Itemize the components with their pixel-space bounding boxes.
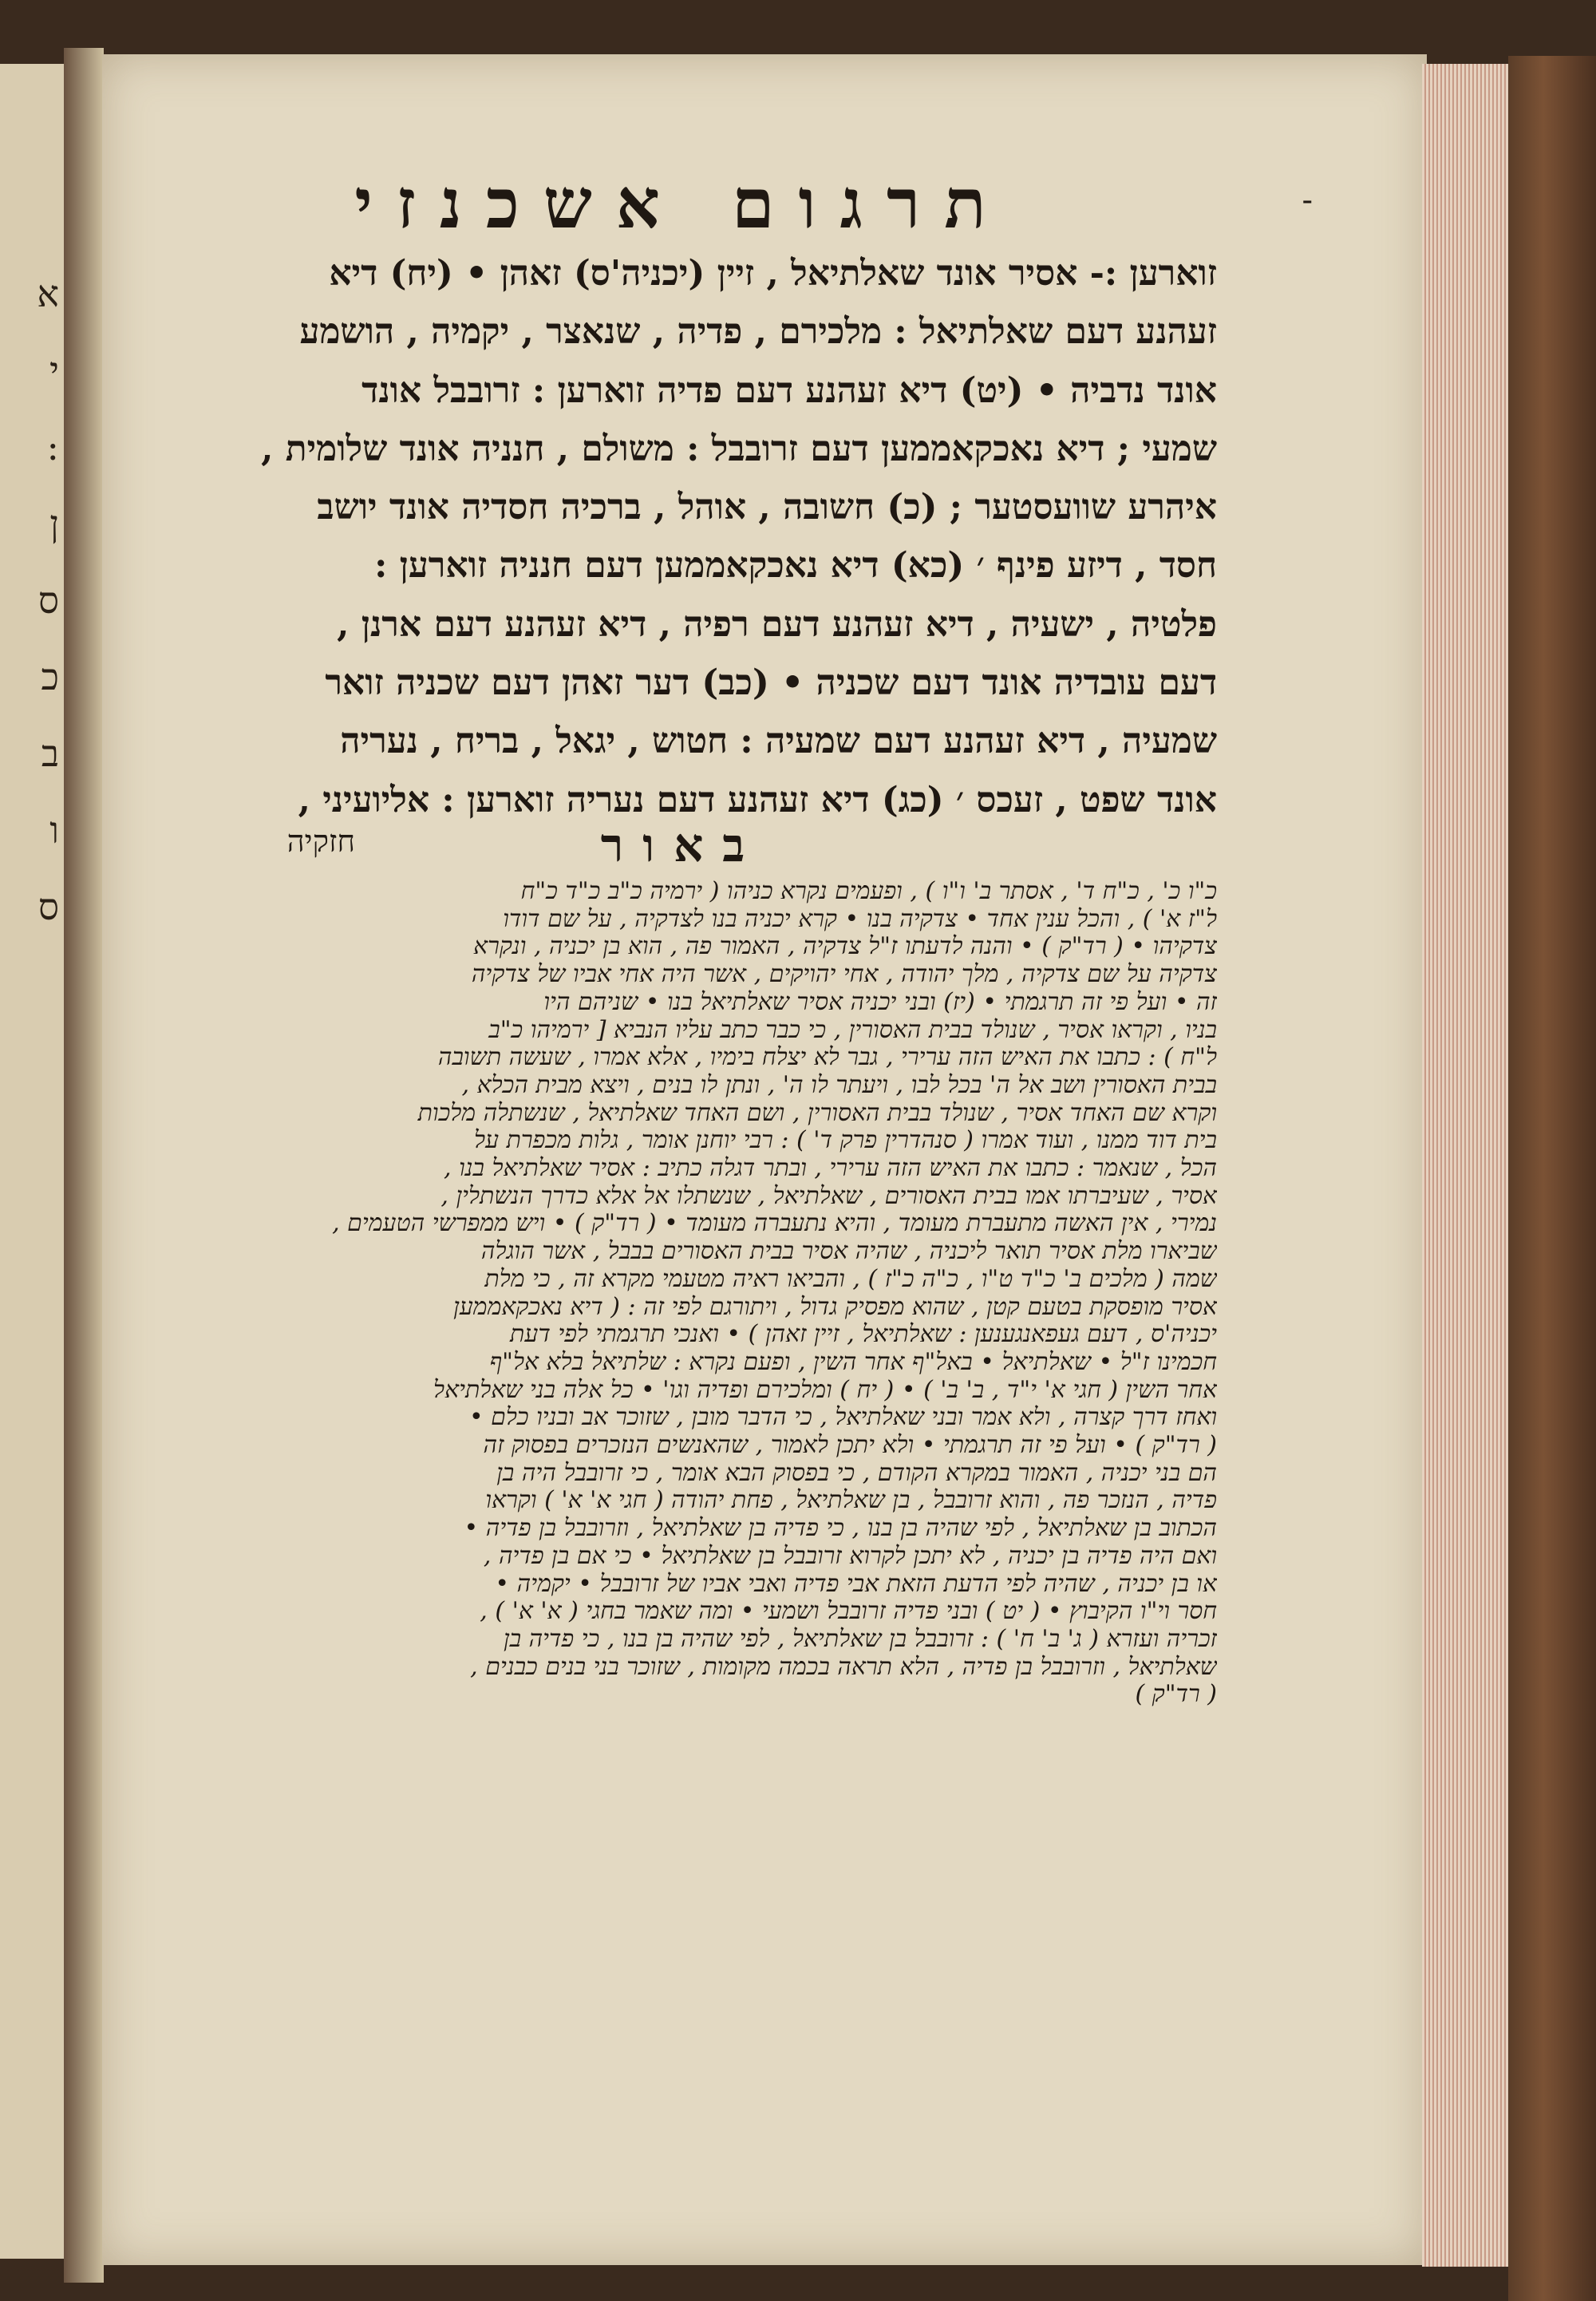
commentary-line: בית דוד ממנו , ועוד אמרו ( סנהדרין פרק ד' ) : רבי יוחנן אומר , גלות מכפרת על	[474, 1127, 1217, 1155]
targum-translation-block	[148, 244, 1217, 829]
commentary-line: חכמינו ז"ל • שאלתיאל • באל"ף אחר השין , ופעם נקרא : שלתיאל בלא אל"ף	[489, 1348, 1217, 1376]
catchword: חזקיה	[286, 824, 355, 859]
commentary-line: נמירי , אין האשה מתעברת מעומד , והיא נתעברה מעומד • ( רד"ק ) • ויש ממפרשי הטעמים ,	[332, 1210, 1217, 1238]
commentary-line: בניו , וקראו אסיר , שנולד בבית האסורין , כי כבר כתב עליו הנביא [ ירמיהו כ"ב	[488, 1016, 1217, 1044]
commentary-line: ואחז דרך קצרה , ולא אמר ובני שאלתיאל , כי הדבר מובן , שזוכר אב ובניו כלם •	[468, 1404, 1217, 1432]
commentary-section-title: באור	[600, 818, 764, 872]
commentary-block	[148, 878, 1217, 1709]
commentary-line: כ"ו כ' , כ"ח ד' , אסתר ב' ו"ו ) , ופעמים נקרא כניהו ( ירמיה כ"ב כ"ד כ"ח	[520, 878, 1217, 905]
commentary-line: ( רד"ק ) • ועל פי זה תרגמתי • ולא יתכן לאמור , שהאנשים הנזכרים בפסוק זה	[483, 1432, 1217, 1460]
commentary-line: בבית האסורין ושב אל ה' בכל לבו , ויעתר לו ה' , ונתן לו בנים , ויצא מבית הכלא ,	[461, 1071, 1217, 1099]
targum-line: אונד שפט , זעכס ׳ (כג) דיא זעהנע דעם נעריה זוארען : אליועיני ,	[298, 779, 1217, 820]
commentary-line: יכניה'ס , דעם געפאנגענען : שאלתיאל , זיין זאהן ) • ואנכי תרגמתי לפי דעת	[510, 1321, 1217, 1349]
commentary-line: צדקיהו • ( רד"ק ) • והנה לדעתו ז"ל צדקיה , האמור פה , הוא בן יכניה , ונקרא	[473, 933, 1217, 961]
commentary-line: וקרא שם האחד אסיר , שנולד בבית האסורין , ושם האחד שאלתיאל , שנשתלה מלכות	[417, 1099, 1217, 1127]
commentary-line: ל"ז א' ) , והכל ענין אחד • צדקיה בנו • קרא יכניה בנו לצדקיה , על שם דודו	[503, 905, 1217, 933]
targum-line: אונד נדביה • (יט) דיא זעהנע דעם פדיה זוארען : זרובבל אונד	[361, 370, 1217, 411]
commentary-line: הכתוב בן שאלתיאל , לפי שהיה בן בנו , כי פדיה בן שאלתיאל , וזרובבל בן פדיה •	[464, 1515, 1217, 1543]
commentary-line: צדקיה על שם צדקיה , מלך יהודה , אחי יהויקים , אשר היה אחי אביו של צדקיה	[471, 961, 1217, 989]
commentary-line: אסיר מופסקת בטעם קטן , שהוא מפסיק גדול , ויתורגם לפי זה : ( דיא נאכקאממען	[453, 1293, 1217, 1321]
title-dash-mark: -	[1302, 182, 1313, 219]
book-gutter	[64, 48, 104, 2283]
targum-line: איהרע שוועסטער ; (כ) חשובה , אוהל , ברכיה חסדיה אונד יושב	[317, 487, 1217, 528]
page-content	[148, 0, 1313, 2301]
previous-page-text-fragments: א י : ן ס כ ב ו ס	[37, 272, 59, 928]
targum-line: דעם עובדיה אונד דעם שכניה • (כב) דער זאהן דעם שכניה זואר	[325, 662, 1217, 704]
commentary-line: שמה ( מלכים ב' כ"ד ט"ו , כ"ה כ"ז ) , והביאו ראיה מטעמי מקרא זה , כי מלת	[484, 1265, 1217, 1293]
book-cover-edge	[1508, 56, 1596, 2301]
page-block-edge	[1422, 64, 1510, 2267]
targum-line: שמעיה , דיא זעהנע דעם שמעיה : חטוש , יגאל , בריח , נעריה	[340, 721, 1217, 762]
targum-line: זוארען :- אסיר אונד שאלתיאל , זיין (יכניה'ס) זאהן • (יח) דיא	[329, 253, 1217, 294]
commentary-line: ל"ח ) : כתבו את האיש הזה ערירי , גבר לא יצלח בימיו , אלא אמרו , שעשה תשובה	[437, 1044, 1217, 1072]
commentary-line: ואם היה פדיה בן יכניה , לא יתכן לקרוא זרובבל בן שאלתיאל • כי אם בן פדיה ,	[483, 1542, 1217, 1570]
commentary-line: פדיה , הנזכר פה , והוא זרובבל , בן שאלתיאל , פחת יהודה ( חגי א' א' ) וקראו	[485, 1487, 1217, 1515]
targum-line: זעהנע דעם שאלתיאל : מלכירם , פדיה , שנאצר , יקמיה , הושמע	[299, 311, 1217, 353]
targum-line: פלטיה , ישעיה , דיא זעהנע דעם רפיה , דיא זעהנע דעם ארנן ,	[337, 603, 1217, 645]
commentary-line: שביארו מלת אסיר תואר ליכניה , שהיה אסיר בבית האסורים בבבל , אשר הוגלה	[480, 1238, 1217, 1266]
previous-page-edge	[0, 64, 69, 2259]
commentary-line: אחר השין ( חגי א' י"ד , ב' ב' ) • ( יח ) ומלכירם ופדיה וגו' • כל אלה בני שאלתיאל	[433, 1376, 1217, 1404]
commentary-line: זכריה ועזרא ( ג' ב' ח' ) : זרובבל בן שאלתיאל , לפי שהיה בן בנו , כי פדיה בן	[503, 1625, 1217, 1653]
commentary-line: הם בני יכניה , האמור במקרא הקודם , כי בפסוק הבא אומר , כי זרובבל היה בן	[496, 1459, 1217, 1487]
page-title: תרגום אשכנזי	[354, 164, 1010, 244]
commentary-line: חסר וי"ו הקיבוץ • ( יט ) ובני פדיה זרובבל ושמעי • ומה שאמר בחגי ( א' א' ) ,	[480, 1598, 1217, 1626]
targum-line: חסד , דיזע פינף ׳ (כא) דיא נאכקאממען דעם חנניה זוארען :	[374, 545, 1217, 587]
commentary-line: ( רד"ק )	[1135, 1681, 1217, 1709]
commentary-line: שאלתיאל , וזרובבל בן פדיה , הלא תראה בכמה מקומות , שזוכר בני בנים כבנים ,	[470, 1653, 1217, 1681]
targum-line: שמעי ; דיא נאכקאממען דעם זרובבל : משולם , חנניה אונד שלומית ,	[261, 428, 1217, 469]
commentary-line: הכל , שנאמר : כתבו את האיש הזה ערירי , ובתר דגלה כתיב : אסיר שאלתיאל בנו ,	[444, 1155, 1217, 1183]
commentary-line: זה • ועל פי זה תרגמתי • (יז) ובני יכניה אסיר שאלתיאל בנו • שניהם היו	[543, 988, 1217, 1016]
commentary-line: או בן יכניה , שהיה לפי הדעת הזאת אבי פדיה ואבי אביו של זרובבל • יקמיה •	[495, 1570, 1217, 1598]
commentary-line: אסיר , שעיברתו אמו בבית האסורים , שאלתיאל , שנשתלו אל אלא כדרך הנשתלין ,	[440, 1182, 1217, 1210]
